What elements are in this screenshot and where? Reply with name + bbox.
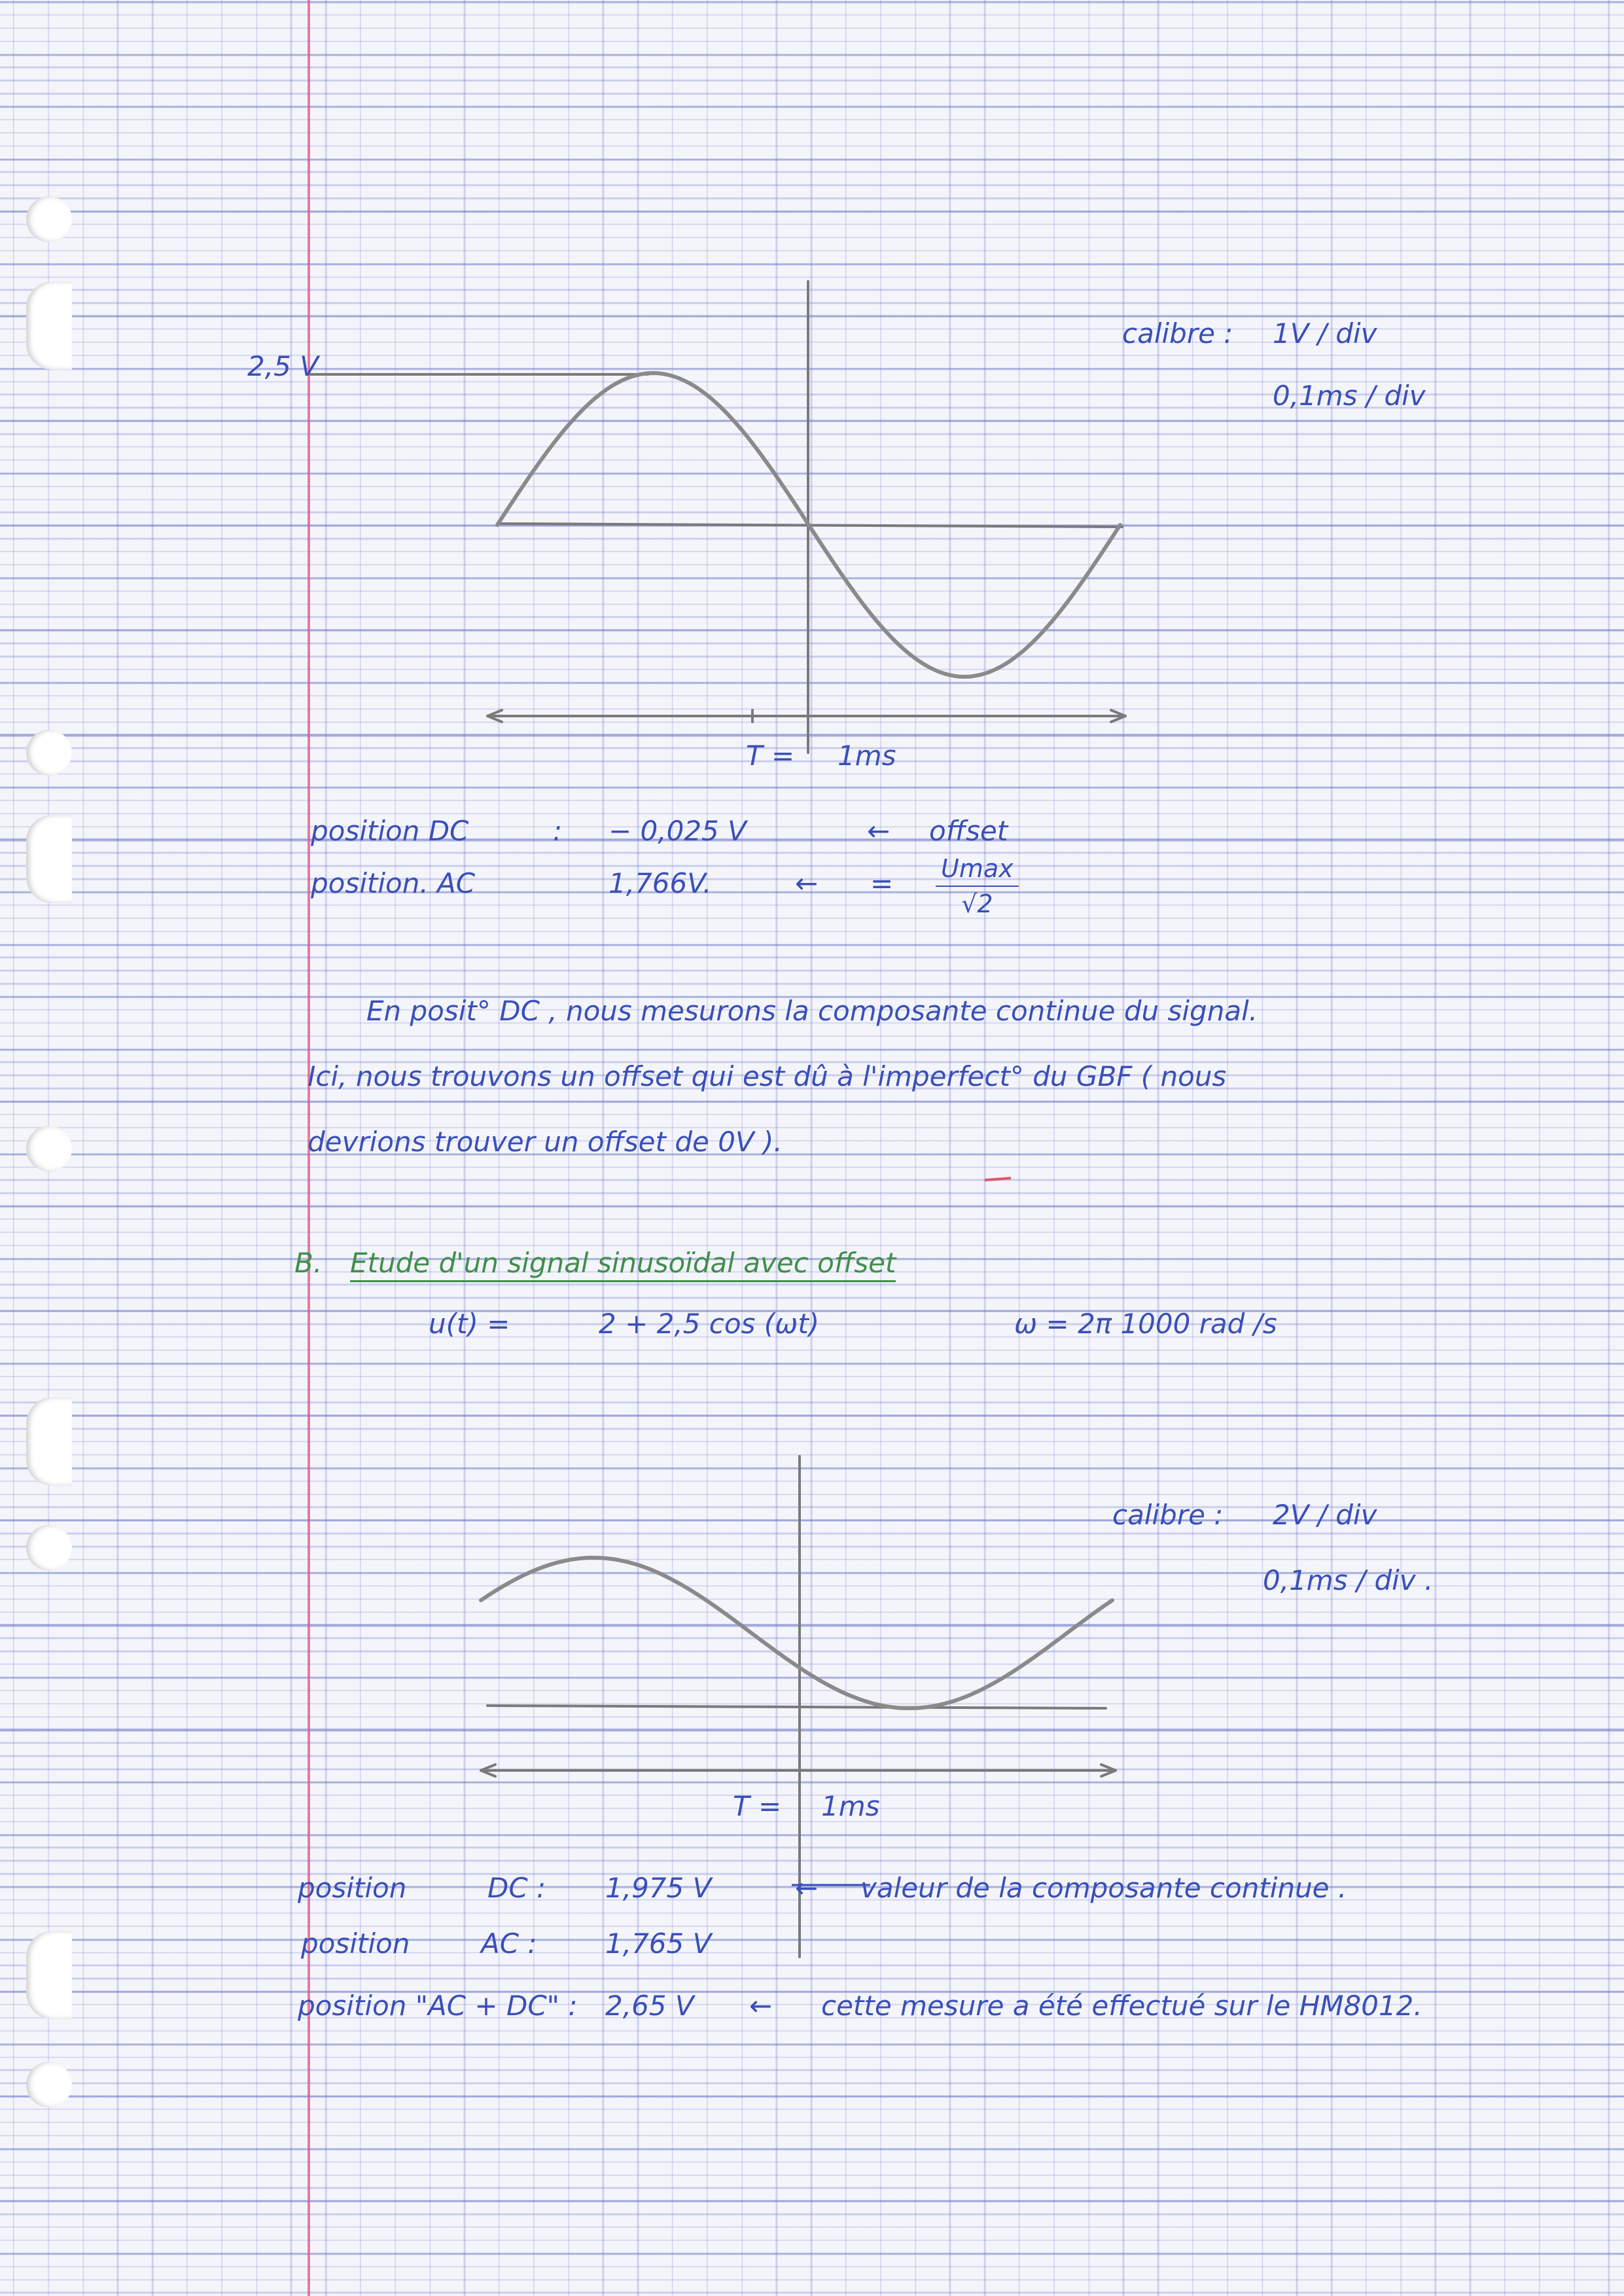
section-b-title: Etude d'un signal sinusoïdal avec offset <box>350 1247 896 1282</box>
plot2-reference-line <box>487 1706 1106 1708</box>
ac-equals: = <box>870 867 894 899</box>
dc-arrow: ← <box>867 815 891 847</box>
plot2-sine-curve <box>481 1558 1112 1708</box>
dc-note: offset <box>929 815 1008 847</box>
m2-acdc-arrow: ← <box>749 1990 773 2022</box>
m2-dc-note: valeur de la composante continue . <box>860 1872 1347 1904</box>
plot2-period-label: T = <box>733 1790 782 1822</box>
dc-label: position DC <box>311 815 469 847</box>
plot1-calibre-time: 0,1ms / div <box>1273 380 1426 412</box>
m2-ac-value: 1,765 V <box>605 1928 712 1960</box>
paragraph-line-2: Ici, nous trouvons un offset qui est dû à l'imperfect° du GBF ( nous <box>308 1060 1227 1092</box>
fraction-numerator: Umax <box>936 854 1019 887</box>
red-mark <box>985 1178 1011 1180</box>
m2-dc-label: position <box>298 1872 407 1904</box>
m2-ac-label: position <box>301 1928 410 1960</box>
m2-dc-label2: DC : <box>487 1872 546 1904</box>
umax-fraction <box>936 854 1019 918</box>
ac-arrow: ← <box>795 867 819 899</box>
section-b-marker: B. <box>294 1247 323 1279</box>
dc-separator: : <box>553 815 563 847</box>
ac-label: position. AC <box>311 867 476 899</box>
m2-dc-arrow: ← <box>795 1872 819 1904</box>
plot2-period-value: 1ms <box>821 1790 880 1822</box>
ac-value: 1,766V. <box>609 867 712 899</box>
plot1-period-label: T = <box>746 740 795 772</box>
plot1-calibre-voltage: 1V / div <box>1273 317 1377 350</box>
paragraph-line-3: devrions trouver un offset de 0V ). <box>308 1126 783 1158</box>
plot1-calibre-label: calibre : <box>1122 317 1233 350</box>
dc-value: − 0,025 V <box>609 815 747 847</box>
equation-rhs: 2 + 2,5 cos (ωt) <box>599 1308 820 1340</box>
paragraph-line-1: En posit° DC , nous mesurons la composante continue du signal. <box>366 995 1258 1027</box>
plot1-amplitude-label: 2,5 V <box>247 350 319 382</box>
plot2-calibre-label: calibre : <box>1112 1499 1224 1531</box>
m2-ac-label2: AC : <box>481 1928 537 1960</box>
plot2-calibre-time: 0,1ms / div . <box>1263 1564 1434 1596</box>
equation-lhs: u(t) = <box>429 1308 510 1340</box>
m2-acdc-value: 2,65 V <box>605 1990 694 2022</box>
m2-acdc-label: position "AC + DC" : <box>298 1990 578 2022</box>
omega-definition: ω = 2π 1000 rad /s <box>1014 1308 1277 1340</box>
plot1-period-value: 1ms <box>838 740 896 772</box>
m2-dc-value: 1,975 V <box>605 1872 712 1904</box>
m2-acdc-note: cette mesure a été effectué sur le HM8012. <box>821 1990 1422 2022</box>
plot2-calibre-voltage: 2V / div <box>1273 1499 1377 1531</box>
fraction-denominator: √2 <box>961 889 993 918</box>
